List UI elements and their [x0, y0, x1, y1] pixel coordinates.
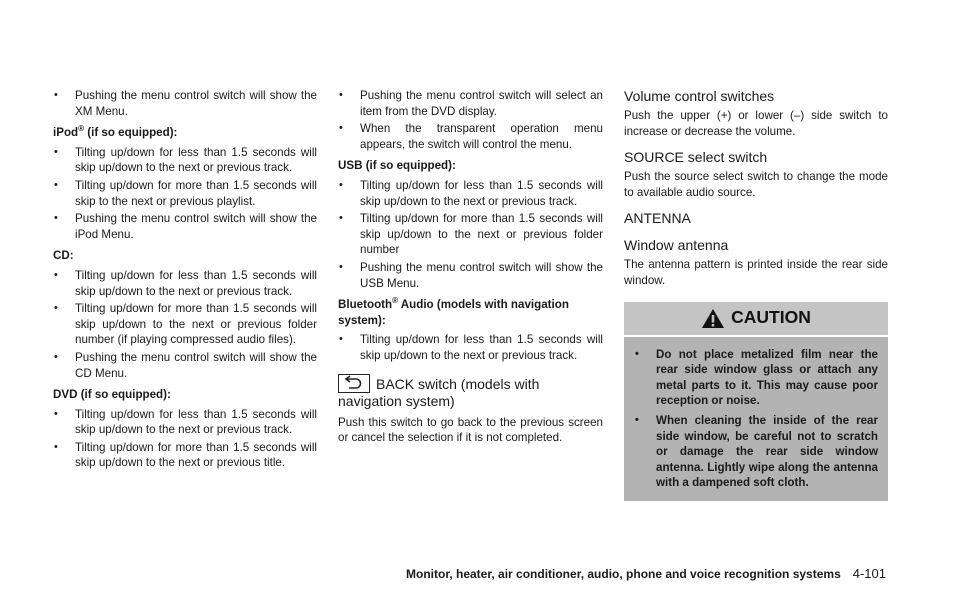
back-switch-heading: BACK switch (models with navigation system) — [338, 375, 540, 409]
xm-list — [53, 88, 317, 119]
cd-list — [53, 268, 317, 381]
caution-body — [624, 337, 888, 501]
window-antenna-text: The antenna pattern is printed inside the rear side window. — [624, 258, 888, 287]
caution-item: • When cleaning the inside of the rear side window, be careful not to scratch or damage the rear side window antenna. Lightly wipe along the antenna with a dampened soft cloth. — [634, 413, 878, 491]
list-item: • Tilting up/down for less than 1.5 seconds will skip up/down to the next or previous track. — [338, 332, 603, 363]
page-footer — [406, 566, 886, 581]
window-antenna-heading: Window antenna — [624, 237, 729, 254]
ipod-heading: iPod® (if so equipped): — [53, 124, 178, 140]
ipod-list — [53, 145, 317, 243]
volume-text: Push the upper (+) or lower (–) side switch to increase or decrease the volume. — [624, 109, 888, 138]
list-item: • Tilting up/down for more than 1.5 seconds will skip to the next or previous playlist. — [53, 178, 317, 209]
back-switch-text: Push this switch to go back to the previous screen or cancel the selection if it is not completed. — [338, 415, 603, 445]
column-2 — [338, 88, 603, 450]
cd-heading: CD: — [53, 249, 74, 263]
caution-title: CAUTION — [624, 302, 888, 337]
caution-item: • Do not place metalized film near the rear side window glass or attach any metal parts to it. This may cause poor reception or noise. — [634, 347, 878, 409]
list-item: • Pushing the menu control switch will show the XM Menu. — [53, 88, 317, 119]
volume-heading: Volume control switches — [624, 88, 775, 104]
list-item: • Tilting up/down for more than 1.5 seconds will skip up/down to the next or previous folder number (if playing compressed audio files). — [53, 301, 317, 348]
antenna-heading: ANTENNA — [624, 210, 691, 227]
list-item: • Pushing the menu control switch will show the iPod Menu. — [53, 211, 317, 242]
caution-list — [634, 347, 878, 491]
warning-icon — [701, 308, 725, 329]
caution-box — [624, 302, 888, 501]
dvd-heading: DVD (if so equipped): — [53, 388, 171, 402]
dvd-list — [53, 407, 317, 471]
footer-section-title: Monitor, heater, air conditioner, audio, phone and voice recognition systems — [406, 567, 841, 581]
bluetooth-heading: Bluetooth® Audio (models with navigation system): — [338, 296, 569, 327]
dvd-more-list — [338, 88, 603, 152]
list-item: • Pushing the menu control switch will show the USB Menu. — [338, 260, 603, 291]
list-item: • Tilting up/down for less than 1.5 seconds will skip up/down to the next or previous track. — [338, 178, 603, 209]
column-1 — [53, 88, 317, 473]
list-item: • Tilting up/down for more than 1.5 seconds will skip up/down to the next or previous folder number — [338, 211, 603, 258]
page-number: 4-101 — [852, 566, 886, 581]
list-item: • Pushing the menu control switch will show the CD Menu. — [53, 350, 317, 381]
source-heading: SOURCE select switch — [624, 149, 768, 166]
usb-list — [338, 178, 603, 291]
list-item: • Pushing the menu control switch will select an item from the DVD display. — [338, 88, 603, 119]
usb-heading: USB (if so equipped): — [338, 159, 456, 173]
back-arrow-icon — [338, 374, 370, 393]
list-item: • Tilting up/down for less than 1.5 seconds will skip up/down to the next or previous track. — [53, 268, 317, 299]
source-text: Push the source select switch to change the mode to available audio source. — [624, 170, 888, 199]
bluetooth-list — [338, 332, 603, 363]
column-3 — [624, 88, 888, 501]
list-item: • Tilting up/down for less than 1.5 seconds will skip up/down to the next or previous track. — [53, 145, 317, 176]
list-item: • Tilting up/down for less than 1.5 seconds will skip up/down to the next or previous track. — [53, 407, 317, 438]
list-item: • When the transparent operation menu appears, the switch will control the menu. — [338, 121, 603, 152]
list-item: • Tilting up/down for more than 1.5 seconds will skip up/down to the next or previous title. — [53, 440, 317, 471]
